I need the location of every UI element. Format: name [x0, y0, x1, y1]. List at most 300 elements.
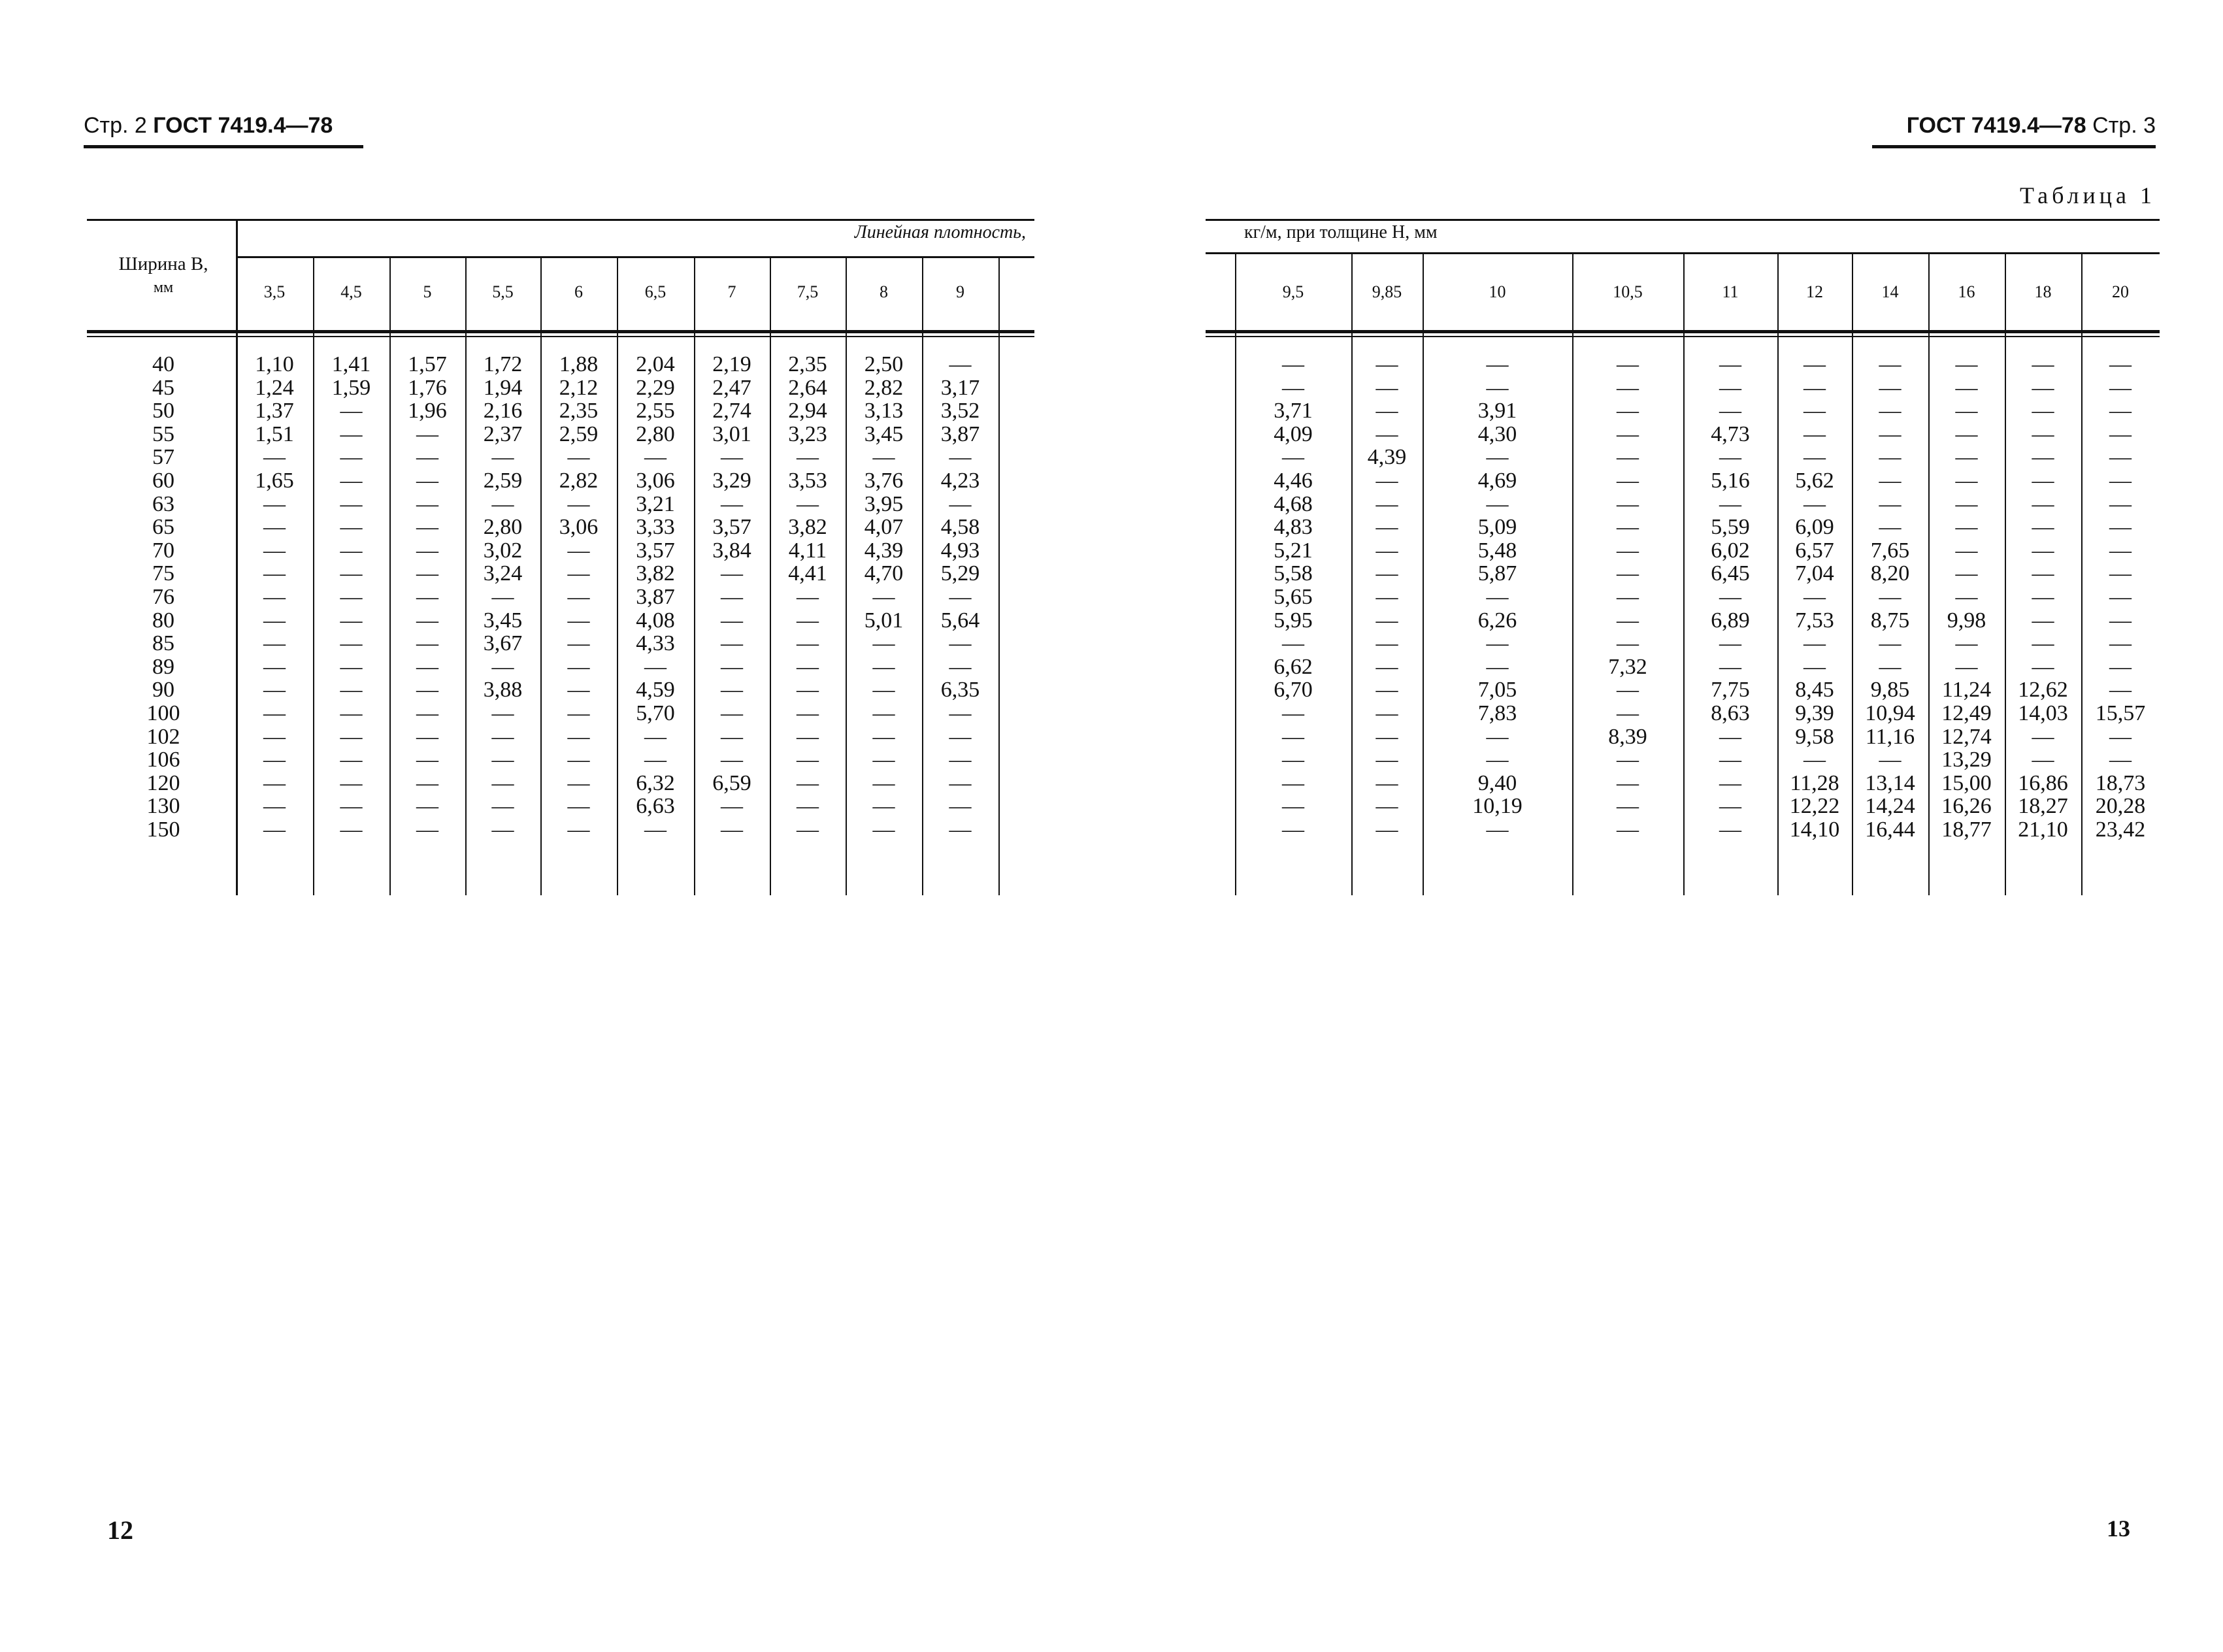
right-cell: — [2109, 399, 2132, 423]
right-cell: — [2109, 491, 2132, 516]
right-cell: 5,62 [1795, 469, 1834, 493]
right-cell: — [1719, 399, 1741, 423]
right-cell: — [1803, 352, 1826, 376]
right-cell: — [1375, 421, 1398, 446]
right-cell: 5,09 [1477, 515, 1517, 540]
left-cell: — [416, 654, 438, 679]
left-cell: — [416, 538, 438, 563]
right-cell: — [1879, 399, 1902, 423]
right-cell: — [1486, 724, 1509, 749]
left-cell: 2,35 [788, 352, 827, 376]
right-cell: — [1955, 561, 1978, 586]
right-cell: 4,83 [1274, 515, 1313, 540]
right-cell: 14,24 [1865, 794, 1915, 819]
right-cell: — [1375, 538, 1398, 563]
right-cell: — [1375, 678, 1398, 702]
right-cell: — [1282, 631, 1304, 656]
right-cell: — [1375, 469, 1398, 493]
right-cell: — [1282, 375, 1304, 400]
left-cell: — [567, 794, 590, 819]
table-label: Таблица 1 [2020, 182, 2156, 208]
right-cell: — [1719, 491, 1741, 516]
left-cell: — [491, 654, 514, 679]
right-col-header: 20 [2112, 282, 2129, 301]
right-col-header: 12 [1806, 282, 1823, 301]
left-cell: 1,88 [559, 352, 599, 376]
width-cell: 75 [152, 561, 174, 586]
left-cell: — [797, 678, 819, 702]
right-cell: 11,24 [1941, 678, 1992, 702]
right-cell: — [1617, 538, 1639, 563]
right-cell: 5,21 [1274, 538, 1313, 563]
left-cell: — [721, 794, 743, 819]
right-cell: — [2032, 375, 2054, 400]
left-cell: — [721, 445, 743, 470]
right-cell: 6,02 [1711, 538, 1750, 563]
right-cell: 7,05 [1477, 678, 1517, 702]
right-cell: 5,87 [1477, 561, 1517, 586]
right-cell: — [1719, 445, 1741, 470]
left-cell: 4,70 [864, 561, 904, 586]
right-header [1907, 112, 2156, 139]
right-cell: — [1375, 818, 1398, 842]
left-cell: 3,29 [712, 469, 751, 493]
right-cell: — [1955, 515, 1978, 540]
right-cell: 12,62 [2018, 678, 2068, 702]
left-cell: 2,16 [483, 399, 523, 423]
right-cell: — [2109, 375, 2132, 400]
width-cell: 150 [146, 818, 180, 842]
left-head-rule2 [87, 336, 1034, 337]
left-cell: — [872, 445, 895, 470]
left-cell: — [491, 724, 514, 749]
left-cell: — [949, 631, 972, 656]
left-cell: 4,11 [788, 538, 827, 563]
right-cell: — [1617, 375, 1639, 400]
right-cell: — [1719, 724, 1741, 749]
right-cell: 4,39 [1367, 445, 1407, 470]
left-cell: 3,76 [864, 469, 904, 493]
left-cell: — [721, 631, 743, 656]
left-header-standard: ГОСТ 7419.4—78 [153, 113, 333, 138]
right-cell: — [1375, 491, 1398, 516]
left-cell: — [491, 701, 514, 725]
left-cell: — [872, 701, 895, 725]
right-cell: — [1617, 678, 1639, 702]
left-cell: 3,88 [483, 678, 523, 702]
width-cell: 90 [152, 678, 174, 702]
left-cell: 1,65 [255, 469, 294, 493]
left-cell: — [340, 538, 363, 563]
left-cell: — [949, 770, 972, 795]
right-cell: — [1282, 724, 1304, 749]
right-cell: — [1617, 399, 1639, 423]
left-cell: 2,55 [636, 399, 675, 423]
left-cell: 3,13 [864, 399, 904, 423]
left-cell: 2,29 [636, 375, 675, 400]
right-cell: — [2109, 585, 2132, 609]
right-cell: — [1879, 491, 1902, 516]
right-cell: — [1375, 654, 1398, 679]
right-cell: — [2032, 561, 2054, 586]
right-cell: 5,59 [1711, 515, 1750, 540]
left-cell: — [797, 585, 819, 609]
right-cell: 9,98 [1947, 608, 1986, 633]
left-cell: — [567, 631, 590, 656]
left-cell: 3,57 [636, 538, 675, 563]
left-cell: 3,82 [636, 561, 675, 586]
left-cell: — [797, 724, 819, 749]
width-cell: 63 [152, 491, 174, 516]
left-cell: — [721, 678, 743, 702]
left-cell: — [721, 701, 743, 725]
right-cell: — [1375, 585, 1398, 609]
right-cell: — [2032, 352, 2054, 376]
left-cell: 2,80 [636, 421, 675, 446]
right-cell: — [2032, 399, 2054, 423]
left-cell: — [416, 724, 438, 749]
right-cell: — [1879, 515, 1902, 540]
left-cell: 3,45 [483, 608, 523, 633]
left-cell: — [797, 608, 819, 633]
width-cell: 102 [146, 724, 180, 749]
right-head-rule2 [1206, 336, 2160, 337]
left-cell: — [340, 585, 363, 609]
left-cell: 3,23 [788, 421, 827, 446]
left-cell: — [340, 421, 363, 446]
right-cell: — [1282, 701, 1304, 725]
left-cell: 4,41 [788, 561, 827, 586]
right-cell: — [2109, 678, 2132, 702]
right-cell: 3,71 [1274, 399, 1313, 423]
left-cell: — [491, 770, 514, 795]
right-cell: 8,75 [1870, 608, 1910, 633]
right-cell: 5,16 [1711, 469, 1750, 493]
left-cell: 2,82 [559, 469, 599, 493]
left-cell: — [949, 748, 972, 772]
left-col-header: 7,5 [797, 282, 819, 301]
left-cell: 1,72 [483, 352, 523, 376]
left-cell: 3,17 [940, 375, 980, 400]
left-cell: 3,84 [712, 538, 751, 563]
left-cell: — [416, 491, 438, 516]
right-cell: — [2109, 445, 2132, 470]
left-cell: — [721, 608, 743, 633]
right-col-header: 16 [1958, 282, 1975, 301]
left-col-header: 9 [956, 282, 964, 301]
right-cell: — [2109, 724, 2132, 749]
right-cell: 8,45 [1795, 678, 1834, 702]
left-cell: 4,58 [940, 515, 980, 540]
right-cell: 3,91 [1477, 399, 1517, 423]
right-cell: — [1617, 794, 1639, 819]
right-cell: 14,03 [2018, 701, 2068, 725]
left-cell: 5,01 [864, 608, 904, 633]
left-cell: — [797, 654, 819, 679]
left-cell: 1,94 [483, 375, 523, 400]
right-cell: — [1803, 421, 1826, 446]
width-cell: 130 [146, 794, 180, 819]
right-cell: — [2032, 421, 2054, 446]
left-col-header: 8 [880, 282, 888, 301]
right-cell: — [1617, 631, 1639, 656]
right-cell: 7,75 [1711, 678, 1750, 702]
left-cell: 3,21 [636, 491, 675, 516]
left-cell: — [263, 608, 286, 633]
left-vline [998, 256, 1000, 895]
right-cell: 9,39 [1795, 701, 1834, 725]
left-cell: — [340, 515, 363, 540]
right-cell: — [1486, 445, 1509, 470]
left-cell: — [491, 748, 514, 772]
left-cell: — [263, 445, 286, 470]
left-cell: — [567, 678, 590, 702]
left-col-header: 6 [574, 282, 583, 301]
right-cell: 6,57 [1795, 538, 1834, 563]
right-cell: 4,09 [1274, 421, 1313, 446]
right-cell: 16,26 [1941, 794, 1992, 819]
left-cell: 3,82 [788, 515, 827, 540]
left-cell: — [340, 491, 363, 516]
right-header-standard: ГОСТ 7419.4—78 [1906, 113, 2086, 138]
left-cell: — [797, 748, 819, 772]
left-cell: — [416, 701, 438, 725]
left-cell: — [340, 748, 363, 772]
right-cell: — [1879, 352, 1902, 376]
right-cell: — [1955, 421, 1978, 446]
right-cell: 10,94 [1865, 701, 1915, 725]
width-cell: 70 [152, 538, 174, 563]
right-cell: 11,16 [1865, 724, 1915, 749]
right-cell: — [1719, 631, 1741, 656]
right-cell: — [1375, 515, 1398, 540]
right-cell: 7,32 [1608, 654, 1647, 679]
left-cell: — [416, 445, 438, 470]
left-cell: — [416, 515, 438, 540]
right-cell: 15,00 [1941, 770, 1992, 795]
right-cell: — [1617, 608, 1639, 633]
right-col-header: 9,5 [1282, 282, 1304, 301]
left-cell: — [797, 631, 819, 656]
left-header [84, 112, 333, 139]
right-cell: — [1719, 585, 1741, 609]
left-cell: 1,96 [408, 399, 447, 423]
right-cell: — [1375, 399, 1398, 423]
left-cell: — [949, 654, 972, 679]
right-cell: — [1879, 375, 1902, 400]
left-cell: — [340, 818, 363, 842]
right-cell: — [1955, 445, 1978, 470]
left-cell: — [263, 491, 286, 516]
left-cell: — [263, 561, 286, 586]
left-cell: — [263, 538, 286, 563]
right-cell: 4,30 [1477, 421, 1517, 446]
right-cell: 7,65 [1870, 538, 1910, 563]
left-cell: — [340, 724, 363, 749]
right-cell: — [1486, 491, 1509, 516]
right-col-header: 18 [2034, 282, 2052, 301]
width-cell: 40 [152, 352, 174, 376]
left-cell: — [949, 701, 972, 725]
right-cell: — [1282, 794, 1304, 819]
right-cell: — [2032, 515, 2054, 540]
right-cell: 8,63 [1711, 701, 1750, 725]
left-cell: — [721, 818, 743, 842]
right-cell: 6,26 [1477, 608, 1517, 633]
left-cell: — [949, 352, 972, 376]
left-cell: — [872, 818, 895, 842]
left-cell: — [567, 608, 590, 633]
right-cell: — [1282, 445, 1304, 470]
right-cell: — [1375, 561, 1398, 586]
right-cell: — [1486, 654, 1509, 679]
width-header [88, 252, 239, 299]
left-cell: — [416, 469, 438, 493]
right-cell: 9,58 [1795, 724, 1834, 749]
left-cell: 1,59 [331, 375, 371, 400]
right-col-header: 9,85 [1372, 282, 1402, 301]
left-cell: — [263, 818, 286, 842]
right-cell: 5,65 [1274, 585, 1313, 609]
right-cell: — [1955, 399, 1978, 423]
left-cell: 4,39 [864, 538, 904, 563]
left-cell: 3,67 [483, 631, 523, 656]
left-cell: 2,94 [788, 399, 827, 423]
right-cell: 5,95 [1274, 608, 1313, 633]
right-cell: — [1719, 794, 1741, 819]
right-col-header: 11 [1722, 282, 1739, 301]
left-cell: 3,06 [559, 515, 599, 540]
right-cell: — [1955, 491, 1978, 516]
right-cell: 13,29 [1941, 748, 1992, 772]
right-cell: — [1486, 585, 1509, 609]
left-cell: — [263, 678, 286, 702]
right-cell: — [1803, 585, 1826, 609]
right-cell: — [2032, 585, 2054, 609]
left-cell: 2,04 [636, 352, 675, 376]
left-cell: — [949, 794, 972, 819]
right-cell: 6,45 [1711, 561, 1750, 586]
left-cell: — [491, 585, 514, 609]
right-cell: — [1375, 631, 1398, 656]
left-cell: 4,33 [636, 631, 675, 656]
right-cell: — [1282, 748, 1304, 772]
right-cell: — [1879, 421, 1902, 446]
left-cell: — [340, 631, 363, 656]
left-cell: — [721, 491, 743, 516]
left-cell: 3,02 [483, 538, 523, 563]
right-cell: — [1955, 375, 1978, 400]
left-col-header: 5 [423, 282, 432, 301]
left-cell: — [263, 724, 286, 749]
left-cell: 3,87 [636, 585, 675, 609]
left-cell: — [949, 818, 972, 842]
right-cell: — [2109, 608, 2132, 633]
right-cell: — [1486, 375, 1509, 400]
left-cell: — [567, 724, 590, 749]
left-cell: 6,63 [636, 794, 675, 819]
right-cell: — [2032, 748, 2054, 772]
right-cell: — [1617, 770, 1639, 795]
left-cell: — [416, 608, 438, 633]
left-cell: 2,80 [483, 515, 523, 540]
left-cell: 5,70 [636, 701, 675, 725]
left-cell: — [797, 770, 819, 795]
left-cell: — [340, 654, 363, 679]
left-cell: 1,41 [331, 352, 371, 376]
right-header-page: Стр. 3 [2092, 113, 2156, 138]
left-cell: 3,95 [864, 491, 904, 516]
left-cell: 5,29 [940, 561, 980, 586]
right-cell: — [1617, 818, 1639, 842]
right-cell: — [1617, 352, 1639, 376]
right-cell: 7,83 [1477, 701, 1517, 725]
right-cell: 16,86 [2018, 770, 2068, 795]
left-cell: 4,23 [940, 469, 980, 493]
right-cell: — [1955, 469, 1978, 493]
left-cell: — [567, 445, 590, 470]
left-cell: — [340, 445, 363, 470]
right-page-number: 13 [2107, 1515, 2130, 1542]
right-cell: — [1803, 491, 1826, 516]
left-cell: — [721, 724, 743, 749]
left-cell: 1,57 [408, 352, 447, 376]
left-cell: — [949, 724, 972, 749]
right-cell: 8,20 [1870, 561, 1910, 586]
left-cell: 2,37 [483, 421, 523, 446]
right-cell: — [1955, 585, 1978, 609]
right-cell: — [1879, 631, 1902, 656]
right-cell: — [1955, 352, 1978, 376]
right-cell: — [1879, 748, 1902, 772]
left-cell: — [797, 491, 819, 516]
right-cell: — [2109, 421, 2132, 446]
left-header-page: Стр. 2 [84, 113, 147, 138]
left-cell: 2,35 [559, 399, 599, 423]
left-cell: — [567, 538, 590, 563]
left-cell: 3,24 [483, 561, 523, 586]
width-cell: 85 [152, 631, 174, 656]
right-cell: 6,62 [1274, 654, 1313, 679]
left-cell: 1,76 [408, 375, 447, 400]
width-cell: 100 [146, 701, 180, 725]
right-cell: 5,48 [1477, 538, 1517, 563]
left-cell: — [644, 818, 667, 842]
left-cell: — [567, 491, 590, 516]
left-cell: — [340, 701, 363, 725]
left-cell: — [872, 794, 895, 819]
right-cell: — [1803, 631, 1826, 656]
left-cell: — [567, 701, 590, 725]
right-cell: 18,73 [2095, 770, 2146, 795]
right-cell: 4,69 [1477, 469, 1517, 493]
right-cell: 6,89 [1711, 608, 1750, 633]
right-cell: 13,14 [1865, 770, 1915, 795]
right-cell: — [1955, 538, 1978, 563]
right-cell: — [2032, 608, 2054, 633]
left-cell: — [416, 678, 438, 702]
right-cell: — [1719, 654, 1741, 679]
width-cell: 60 [152, 469, 174, 493]
left-cell: — [416, 561, 438, 586]
right-cell: — [2109, 748, 2132, 772]
left-col-header: 3,5 [263, 282, 286, 301]
right-cell: 4,68 [1274, 491, 1313, 516]
left-cell: — [797, 794, 819, 819]
right-cell: — [1879, 585, 1902, 609]
right-cell: 5,58 [1274, 561, 1313, 586]
right-cell: — [2109, 538, 2132, 563]
